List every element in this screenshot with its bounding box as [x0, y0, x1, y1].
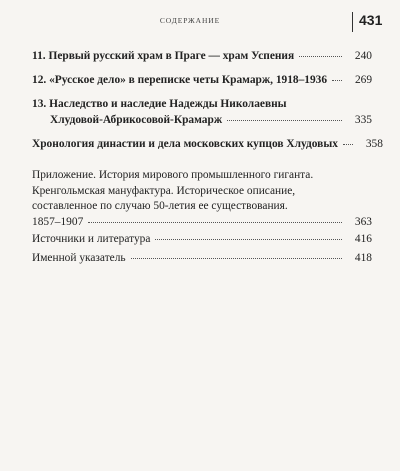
toc-page-number: 416 [354, 233, 372, 245]
toc-entry-title-cont: Кренгольмская мануфактура. Историческое описание, [32, 184, 296, 197]
toc-entry-sources[interactable] [32, 232, 372, 248]
toc-entry-name-index[interactable] [32, 251, 372, 267]
toc-page-number: 240 [354, 50, 372, 62]
toc-entry-title: Источники и литература [32, 233, 151, 245]
dot-leader [343, 143, 353, 145]
toc-entry-chronology[interactable] [32, 137, 383, 153]
toc-entry-number: 12. [32, 74, 47, 86]
toc-entry-title-cont: Хлудовой-Абрикосовой-Крамарж [50, 113, 223, 126]
toc-entry-title: Первый русский храм в Праге — храм Успения [48, 50, 295, 62]
page-number: 431 [359, 12, 383, 28]
toc-entry-number: 13. [32, 98, 47, 110]
dot-leader [88, 221, 342, 223]
toc-page-number: 269 [354, 74, 373, 86]
dot-leader [299, 55, 342, 57]
dot-leader [332, 79, 342, 81]
dot-leader [155, 238, 342, 240]
toc-entry-title-cont: составленное по случаю 50-летия ее существования. [32, 200, 288, 212]
toc-page-number: 418 [354, 252, 372, 264]
toc-entry-title: «Русское дело» в переписке четы Крамарж, 1918–1936 [49, 74, 328, 86]
dot-leader [227, 119, 342, 121]
toc-entry-title-cont: 1857–1907 [32, 215, 84, 228]
toc-entry-title: Наследство и наследие Надежды Николаевны [49, 98, 287, 110]
toc-entry-11[interactable] [32, 49, 372, 65]
toc-page-number: 335 [354, 113, 372, 126]
toc-entry-13[interactable] [32, 97, 372, 128]
toc-page-number: 358 [365, 138, 383, 150]
toc-entry-number: 11. [32, 50, 46, 62]
toc-page-number: 363 [354, 215, 372, 228]
dot-leader [131, 257, 342, 259]
toc-entry-title: Хронология династии и дела московских купцов Хлудовых [32, 138, 338, 150]
toc-entry-12[interactable] [32, 73, 372, 89]
running-title: СОДЕРЖАНИЕ [159, 16, 221, 25]
toc-entry-title: Приложение. История мирового промышленного гиганта. [32, 169, 314, 181]
header-divider [352, 12, 353, 32]
toc-entry-appendix[interactable] [32, 168, 372, 230]
toc-entry-title: Именной указатель [32, 252, 126, 264]
